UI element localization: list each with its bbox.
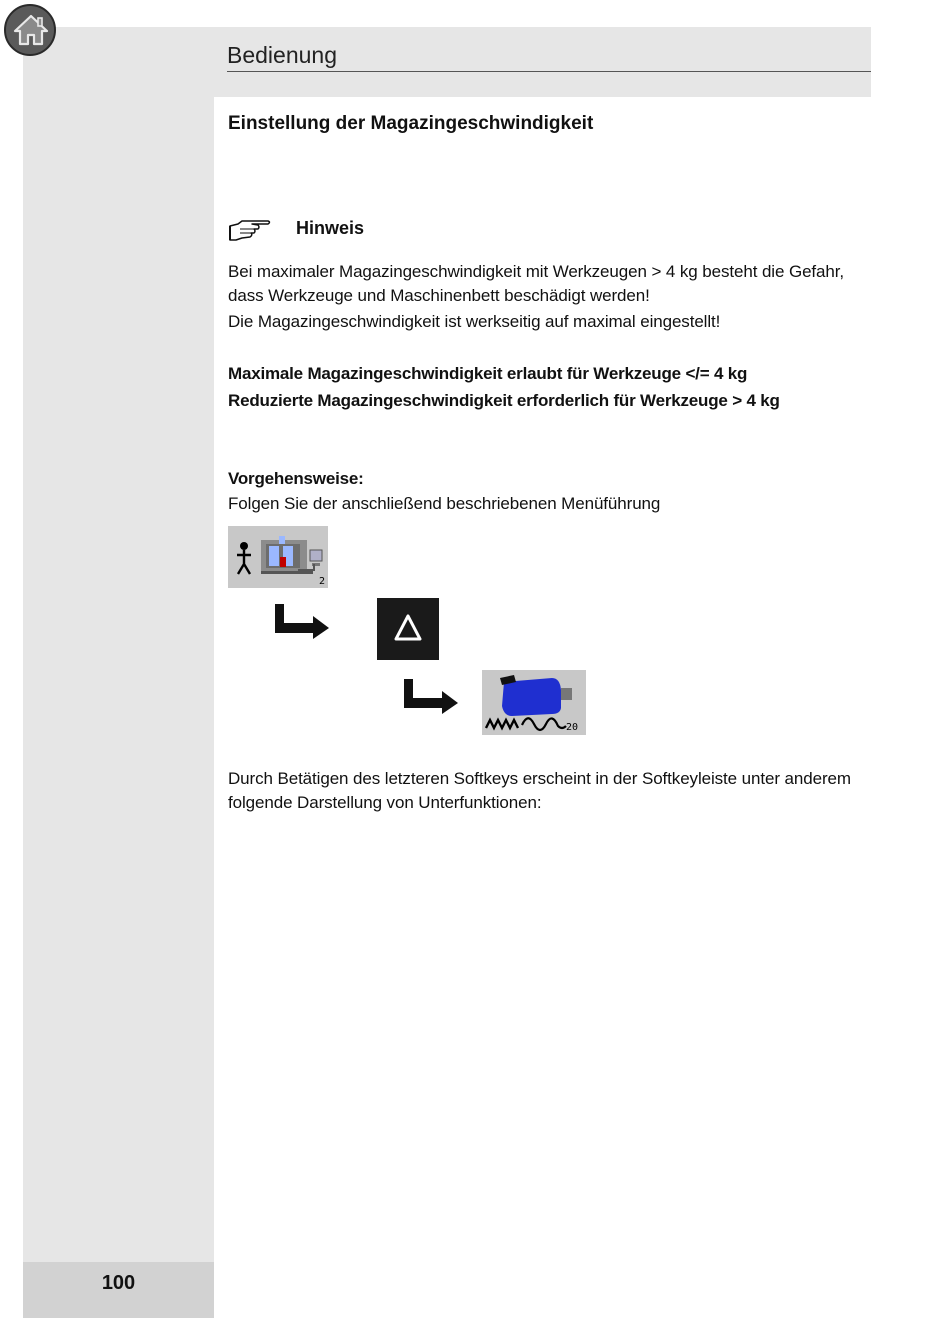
footer-line-2: folgende Darstellung von Unterfunktionen: [228,793,542,812]
header-divider [227,71,871,72]
rule-max-speed: Maximale Magazingeschwindigkeit erlaubt für Werkzeuge </= 4 kg [228,364,748,383]
page-number: 100 [101,1272,136,1294]
hint-line-2: dass Werkzeuge und Maschinenbett beschädigt werden! [228,286,650,305]
machine-softkey[interactable] [228,526,328,588]
machine-softkey-badge: 2 [319,576,326,587]
footer-line-1: Durch Betätigen des letzteren Softkeys erscheint in der Softkeyleiste unter anderem [228,769,851,788]
left-sidebar [23,27,214,1318]
section-title: Einstellung der Magazingeschwindigkeit [228,113,594,134]
procedure-title: Vorgehensweise: [228,469,364,488]
down-right-arrow-icon [273,602,331,640]
drive-softkey-badge: 20 [566,722,579,733]
hint-line-3: Die Magazingeschwindigkeit ist werkseitig auf maximal eingestellt! [228,312,721,331]
rule-reduced-speed: Reduzierte Magazingeschwindigkeit erforderlich für Werkzeuge > 4 kg [228,391,780,410]
pointing-hand-icon [228,218,272,242]
page-header-title: Bedienung [227,42,337,68]
hint-text [228,260,888,334]
hint-title: Hinweis [296,218,365,238]
hint-line-1: Bei maximaler Magazingeschwindigkeit mit Werkzeugen > 4 kg besteht die Gefahr, [228,262,845,281]
home-button[interactable] [4,4,56,56]
drive-softkey[interactable] [482,670,586,735]
down-right-arrow-icon [402,677,460,715]
procedure-text: Folgen Sie der anschließend beschriebenen Menüführung [228,494,661,513]
footer-text [228,767,888,815]
triangle-softkey[interactable] [377,598,439,660]
home-icon [12,11,50,49]
